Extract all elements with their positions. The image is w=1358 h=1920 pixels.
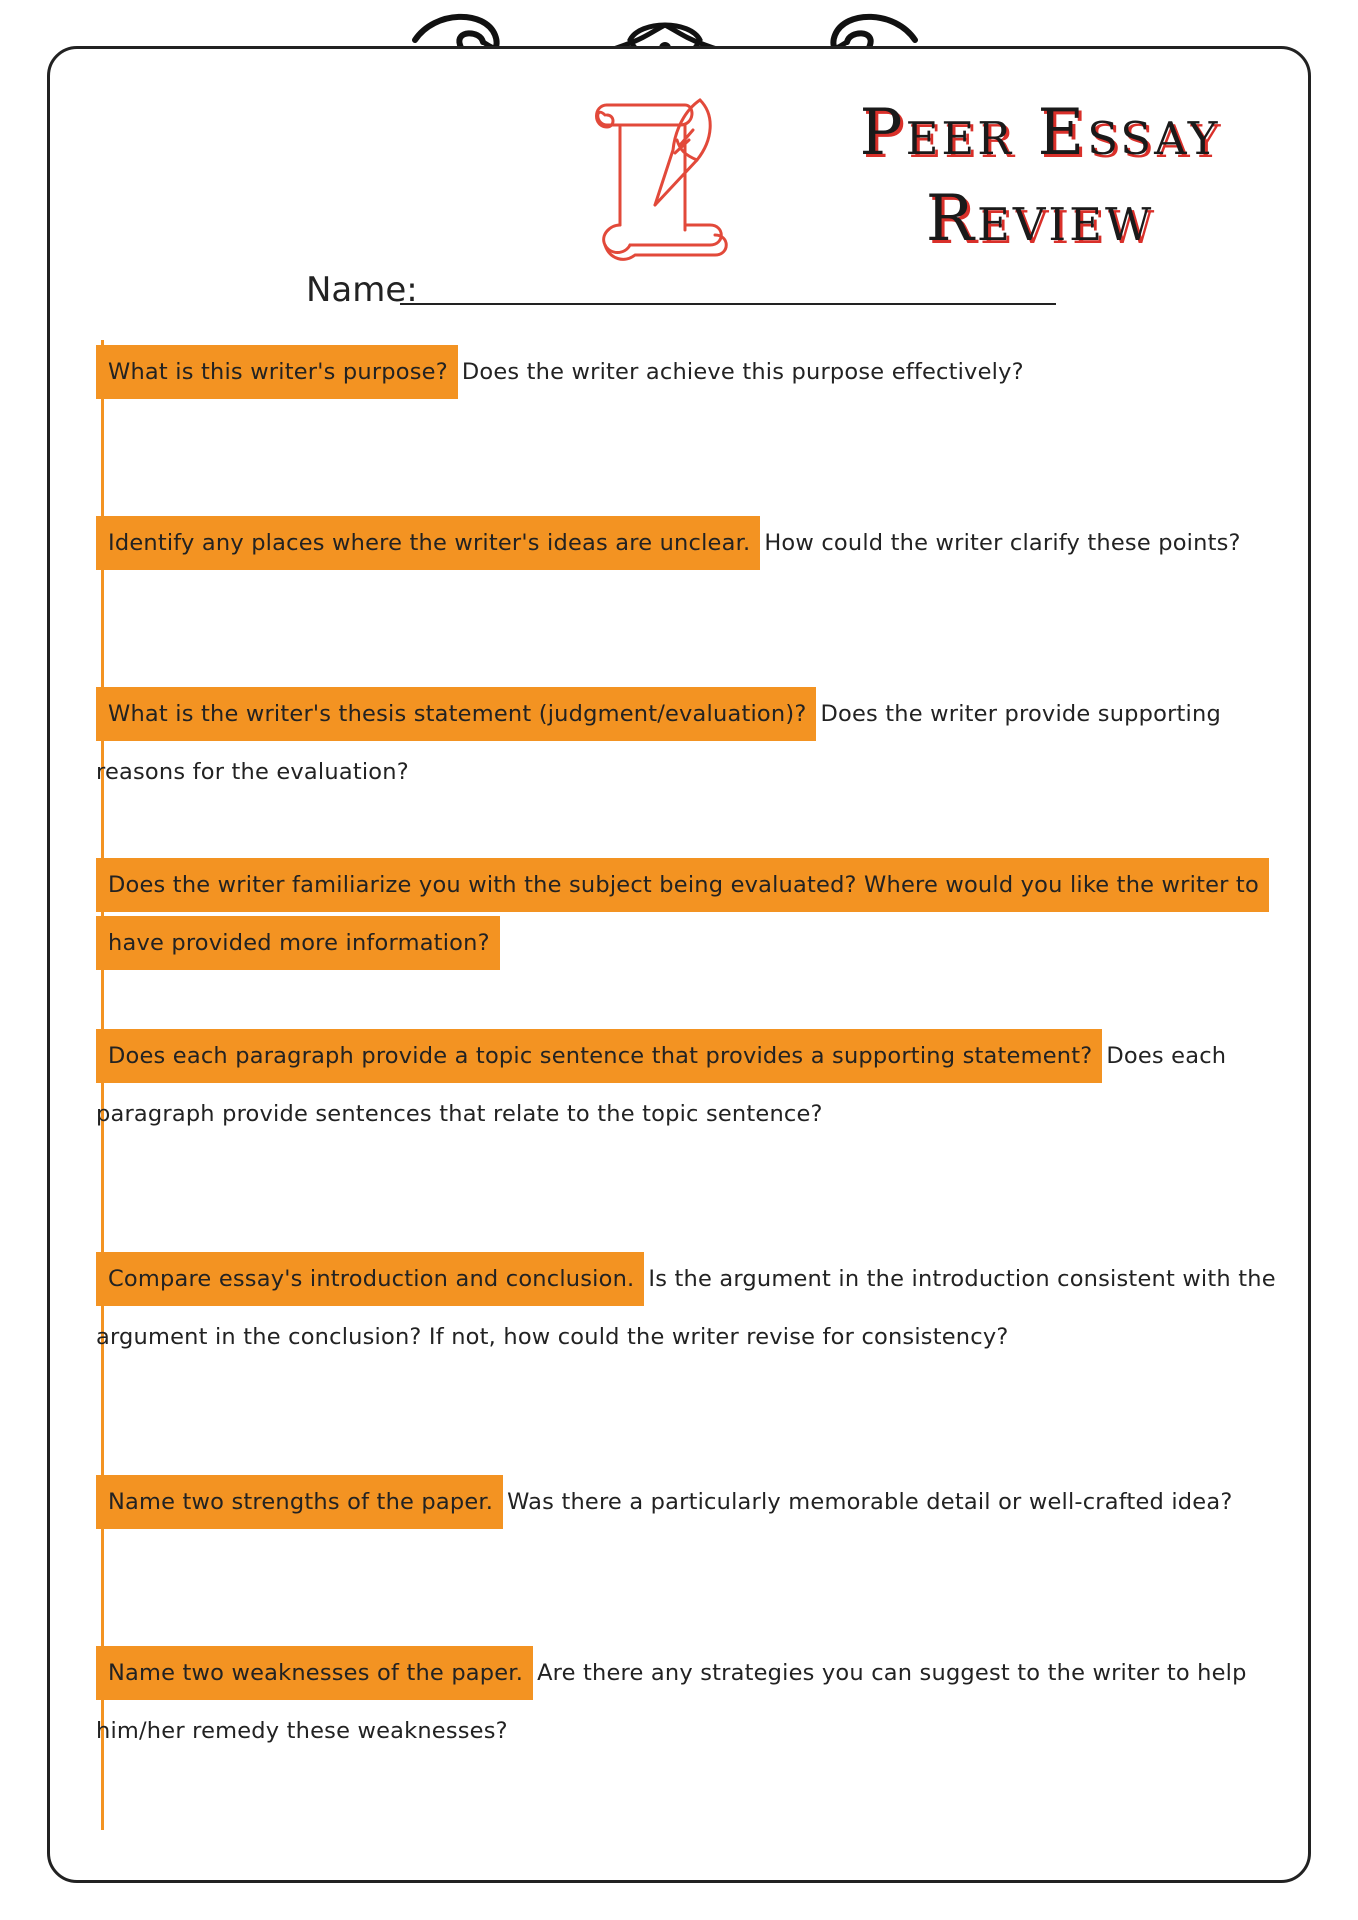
- question-3: [96, 685, 1286, 801]
- question-highlight: What is this writer's purpose?: [96, 345, 458, 399]
- question-highlight: Identify any places where the writer's ideas are unclear.: [96, 516, 760, 570]
- question-highlight: Name two weaknesses of the paper.: [96, 1646, 533, 1700]
- question-6: [96, 1250, 1286, 1366]
- title-line-2: Review: [925, 182, 1155, 256]
- title-line-1: Peer Essay: [859, 96, 1221, 170]
- name-label: Name:: [306, 270, 418, 310]
- question-7: [96, 1473, 1286, 1531]
- question-highlight: What is the writer's thesis statement (judgment/evaluation)?: [96, 687, 816, 741]
- question-highlight: Compare essay's introduction and conclusion.: [96, 1252, 644, 1306]
- question-text: Are there any strategies you can suggest to the writer to help him/her remedy these weaknesses?: [96, 1660, 1247, 1744]
- question-text: Was there a particularly memorable detail or well-crafted idea?: [507, 1489, 1233, 1515]
- question-highlight: Does the writer familiarize you with the subject being evaluated? Where would you like the writer to have provided more information?: [96, 858, 1269, 970]
- question-text: Is the argument in the introduction consistent with the argument in the conclusion? If not, how could the writer revise for consistency?: [96, 1266, 1276, 1350]
- name-field[interactable]: [400, 303, 1056, 305]
- question-highlight: Name two strengths of the paper.: [96, 1475, 503, 1529]
- question-4: [96, 856, 1286, 972]
- question-5: [96, 1027, 1286, 1143]
- question-2: [96, 514, 1286, 572]
- question-8: [96, 1644, 1286, 1760]
- question-text: How could the writer clarify these points?: [764, 530, 1241, 556]
- question-text: [500, 930, 504, 956]
- question-1: [96, 343, 1286, 401]
- question-text: Does the writer provide supporting reasons for the evaluation?: [96, 701, 1221, 785]
- scroll-and-quill-icon: [585, 95, 735, 275]
- question-text: Does the writer achieve this purpose effectively?: [461, 359, 1024, 385]
- page-title: [830, 90, 1250, 262]
- question-text: Does each paragraph provide sentences that relate to the topic sentence?: [96, 1043, 1227, 1127]
- question-highlight: Does each paragraph provide a topic sentence that provides a supporting statement?: [96, 1029, 1102, 1083]
